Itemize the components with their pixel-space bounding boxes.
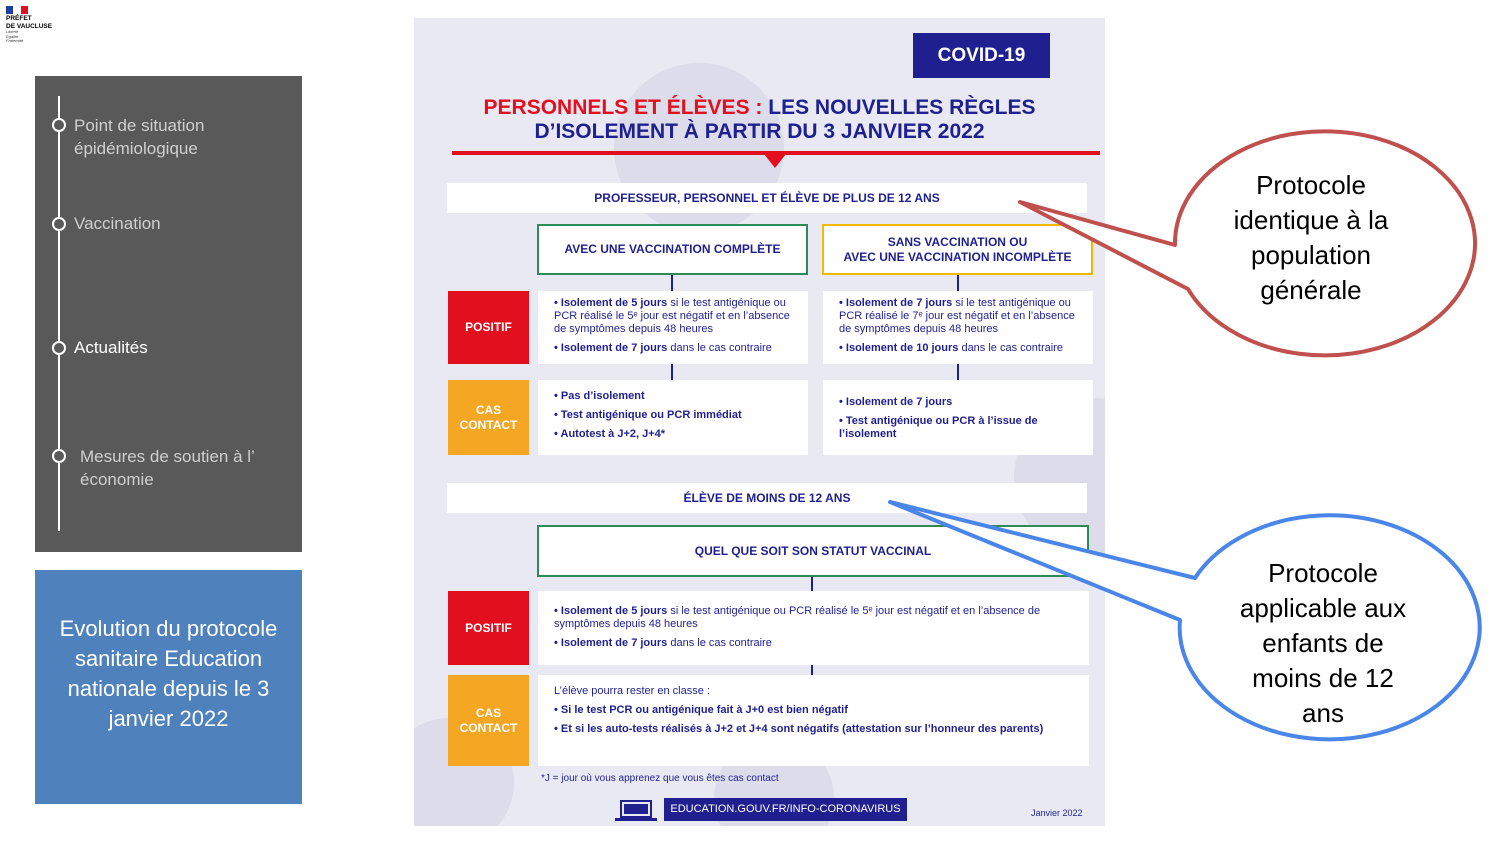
poster-date: Janvier 2022 <box>1031 808 1083 818</box>
header-vaccinated: AVEC UNE VACCINATION COMPLÈTE <box>537 224 808 275</box>
sidebar-item-mesures[interactable]: Mesures de soutien à l’ économie <box>80 447 255 489</box>
logo-motto-2: Égalité <box>6 33 19 39</box>
cell-text: • Test antigénique ou PCR à l’issue de l’isolement <box>839 415 1038 440</box>
cell-bold: • Isolement de 5 jours <box>554 297 668 309</box>
label-cas: CAS <box>475 402 502 417</box>
cell-text: dans le cas contraire <box>958 342 1063 354</box>
cell-text: dans le cas contraire <box>667 342 772 354</box>
logo-motto-1: Liberté <box>6 29 19 34</box>
cell-text: • Test antigénique ou PCR immédiat <box>554 409 742 421</box>
callout-red-text: Protocole identique à la population générale <box>1233 170 1389 305</box>
label-contact: CONTACT <box>459 417 518 432</box>
sidebar-item-situation[interactable]: Point de situation épidémiologique <box>74 116 205 158</box>
cell-text: • Pas d’isolement <box>554 390 645 402</box>
cell-text: si le test antigénique ou PCR réalisé le 7ᵉ jour est négatif et en l’absence de symptômes depuis 48 heures <box>839 297 1075 335</box>
section-under-12: ÉLÈVE DE MOINS DE 12 ANS <box>447 483 1087 513</box>
cell-text: dans le cas contraire <box>667 637 772 649</box>
label-cas: CAS <box>475 705 502 720</box>
logo-motto-3: Fraternité <box>6 38 24 43</box>
header-not-vaccinated-1: SANS VACCINATION OU <box>887 234 1028 249</box>
cell-text: • Autotest à J+2, J+4* <box>554 428 666 440</box>
sidebar-item-vaccination[interactable]: Vaccination <box>74 214 161 233</box>
logo-title-2: DE VAUCLUSE <box>6 23 53 30</box>
footnote: *J = jour où vous apprenez que vous êtes cas contact <box>541 773 779 784</box>
cell-bold: • Isolement de 10 jours <box>839 342 959 354</box>
logo-title-1: PRÉFET <box>6 15 32 22</box>
cell-text: • Et si les auto-tests réalisés à J+2 et J+4 sont négatifs (attestation sur l’honneur des parents) <box>554 723 1044 735</box>
covid-badge: COVID-19 <box>913 33 1050 78</box>
label-positif-2: POSITIF <box>448 591 529 665</box>
topic-box: Evolution du protocole sanitaire Education nationale depuis le 3 janvier 2022 <box>35 570 302 804</box>
poster-title-red: PERSONNELS ET ÉLÈVES : <box>483 96 763 119</box>
cell-bold: • Isolement de 7 jours <box>554 637 668 649</box>
poster-title-blue1: LES NOUVELLES RÈGLES <box>768 96 1036 119</box>
header-not-vaccinated-2: AVEC UNE VACCINATION INCOMPLÈTE <box>843 249 1072 264</box>
cell-bold: • Isolement de 7 jours <box>839 297 953 309</box>
label-contact: CONTACT <box>459 720 518 735</box>
callout-blue-text: Protocole applicable aux enfants de moins de 12 ans <box>1239 558 1407 728</box>
header-any-status: QUEL QUE SOIT SON STATUT VACCINAL <box>537 525 1089 577</box>
cell-bold: • Isolement de 5 jours <box>554 605 668 617</box>
label-positif: POSITIF <box>448 291 529 364</box>
cell-text: • Si le test PCR ou antigénique fait à J+0 est bien négatif <box>554 704 848 716</box>
sidebar-item-actualites[interactable]: Actualités <box>74 338 148 357</box>
cell-text: si le test antigénique ou PCR réalisé le 5ᵉ jour est négatif et en l’absence de symptômes depuis 48 heures <box>554 605 1041 630</box>
info-url[interactable]: EDUCATION.GOUV.FR/INFO-CORONAVIRUS <box>664 798 907 821</box>
cell-text: • Isolement de 7 jours <box>839 396 953 408</box>
section-over-12: PROFESSEUR, PERSONNEL ET ÉLÈVE DE PLUS DE 12 ANS <box>447 183 1087 213</box>
poster-title-line2: D’ISOLEMENT À PARTIR DU 3 JANVIER 2022 <box>534 120 985 143</box>
cell-text: si le test antigénique ou PCR réalisé le 5ᵉ jour est négatif et en l’absence de symptômes depuis 48 heures <box>554 297 790 335</box>
cell-text: L’élève pourra rester en classe : <box>554 685 710 697</box>
cell-bold: • Isolement de 7 jours <box>554 342 668 354</box>
